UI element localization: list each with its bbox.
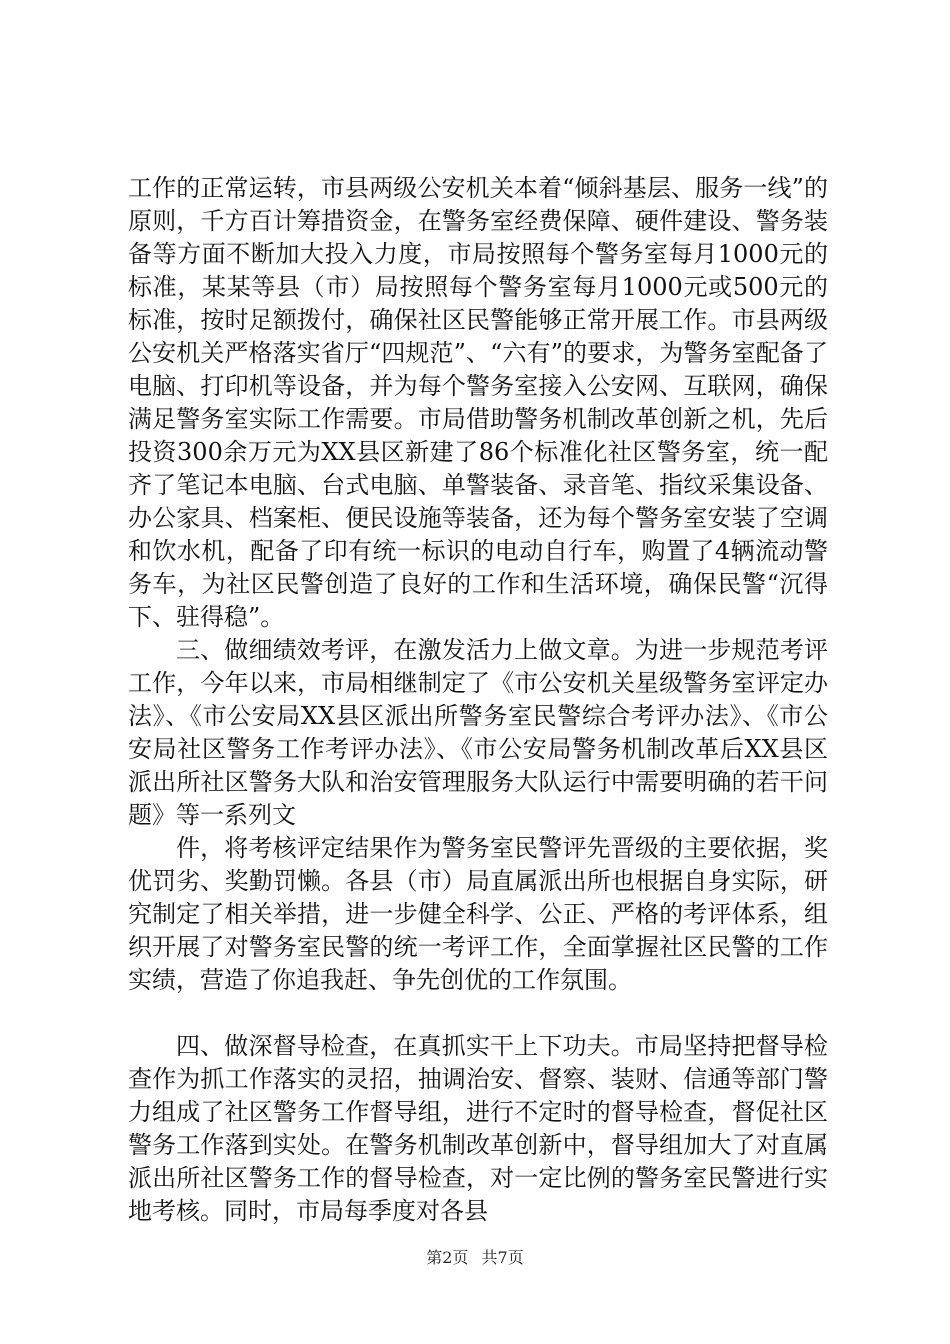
paragraph-section-three-continued: 件，将考核评定结果作为警务室民警评先晋级的主要依据，奖优罚劣、奖勤罚懒。各县（市）局直属派出所也根据自身实际，研究制定了相关举措，进一步健全科学、公正、严格的考评体系，组织开展了对警务室民警的统一考评工作，全面掌握社区民警的工作实绩，营造了你追我赶、争先创优的工作氛围。 [128, 834, 828, 994]
paragraph-gap [128, 997, 828, 1030]
paragraph-section-three: 三、做细绩效考评，在激发活力上做文章。为进一步规范考评工作，今年以来，市局相继制定了《市公安机关星级警务室评定办法》、《市公安局XX县区派出所警务室民警综合考评办法》、《市公安局社区警务工作考评办法》、《市公安局警务机制改革后XX县区派出所社区警务大队和治安管理服务大队运行中需要明确的若干问题》等一系列文 [128, 636, 828, 829]
page-number-total: 共7页 [481, 1248, 524, 1267]
page-number-current: 第2页 [426, 1248, 469, 1267]
page-footer [0, 1248, 950, 1268]
paragraph-section-four: 四、做深督导检查，在真抓实干上下功夫。市局坚持把督导检查作为抓工作落实的灵招，抽调治安、督察、装财、信通等部门警力组成了社区警务工作督导组，进行不定时的督导检查，督促社区警务工作落到实处。在警务机制改革创新中，督导组加大了对直属派出所社区警务工作的督导检查，对一定比例的警务室民警进行实地考核。同时，市局每季度对各县 [128, 1032, 828, 1225]
document-body [128, 172, 828, 1228]
paragraph-continuation: 工作的正常运转，市县两级公安机关本着“倾斜基层、服务一线”的原则，千方百计筹措资金，在警务室经费保障、硬件建设、警务装备等方面不断加大投入力度，市局按照每个警务室每月1000元的标准，某某等县（市）局按照每个警务室每月1000元或500元的标准，按时足额拨付，确保社区民警能够正常开展工作。市县两级公安机关严格落实省厅“四规范”、“六有”的要求，为警务室配备了电脑、打印机等设备，并为每个警务室接入公安网、互联网，确保满足警务室实际工作需要。市局借助警务机制改革创新之机，先后投资300余万元为XX县区新建了86个标准化社区警务室，统一配齐了笔记本电脑、台式电脑、单警装备、录音笔、指纹采集设备、办公家具、档案柜、便民设施等装备，还为每个警务室安装了空调和饮水机，配备了印有统一标识的电动自行车，购置了4辆流动警务车，为社区民警创造了良好的工作和生活环境，确保民警“沉得下、驻得稳”。 [128, 174, 828, 631]
